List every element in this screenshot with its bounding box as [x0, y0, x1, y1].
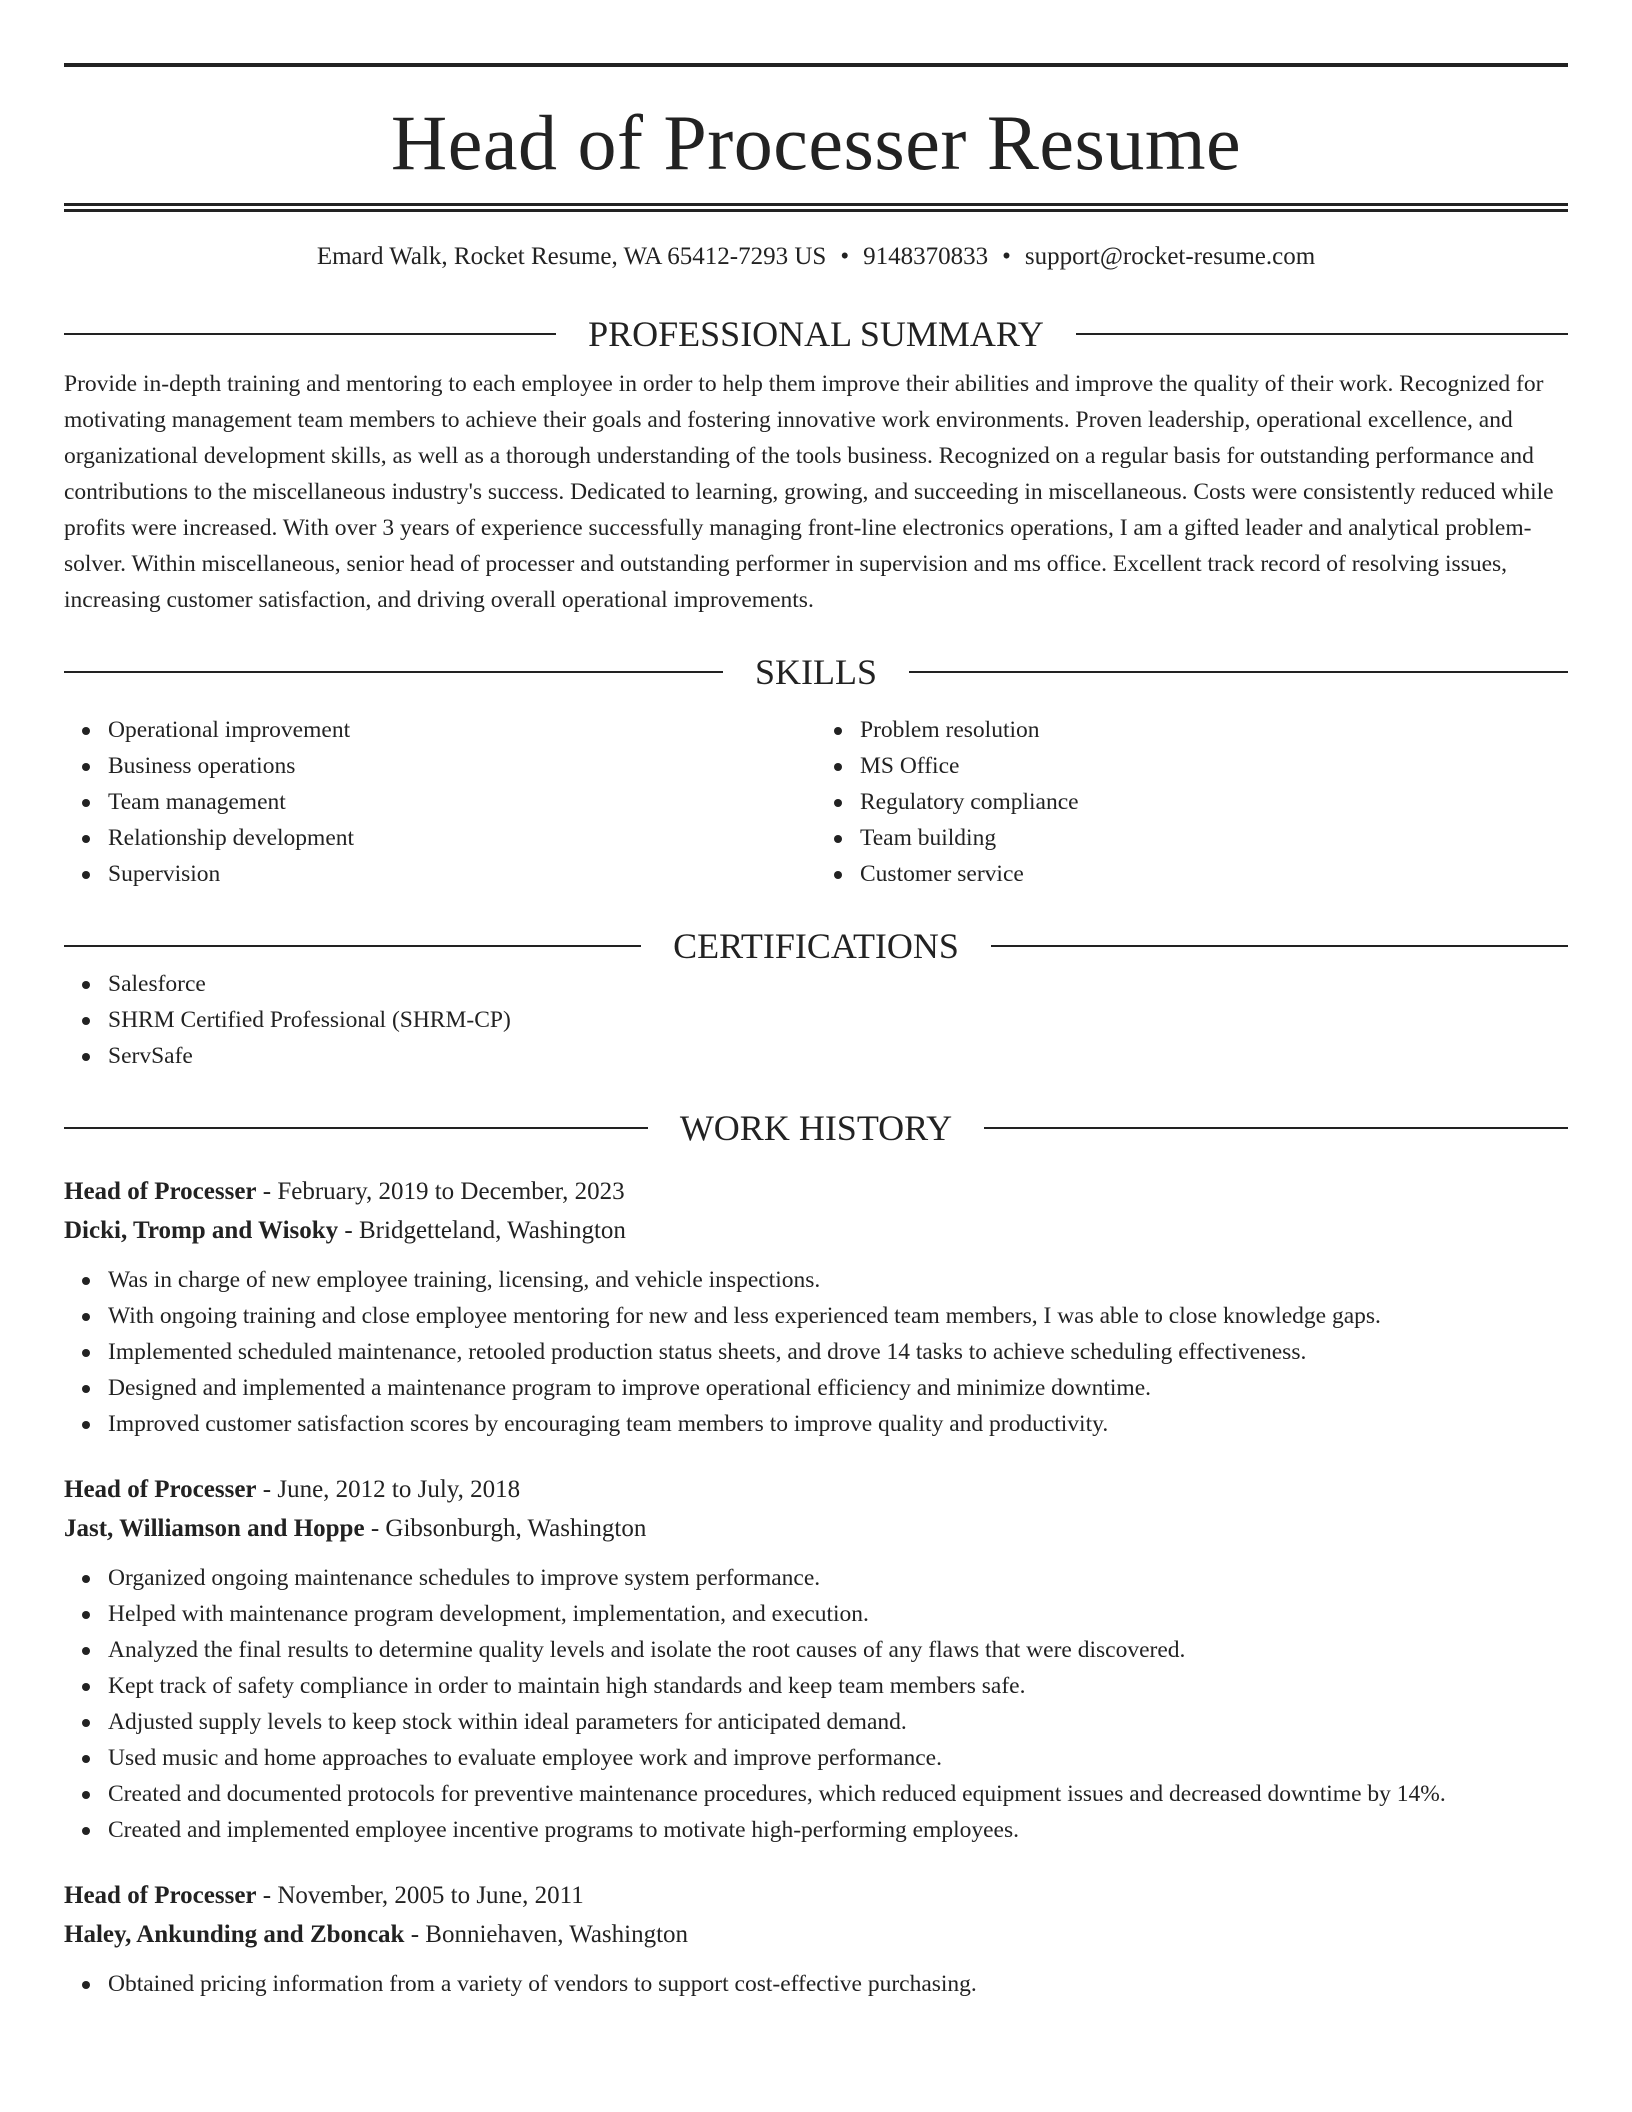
summary-heading [64, 314, 1568, 354]
skill-item: Supervision [108, 856, 816, 892]
heading-rule-left [64, 333, 556, 335]
heading-rule-left [64, 945, 641, 947]
job-entry [64, 1172, 1568, 1442]
job-bullet: Created and documented protocols for preventive maintenance procedures, which reduced equipment issues and decreased downtime by 14%. [108, 1776, 1568, 1812]
skill-item: MS Office [860, 748, 1568, 784]
work-history-heading [64, 1108, 1568, 1148]
job-title: Head of Processer [64, 1178, 257, 1205]
contact-separator: • [1002, 243, 1011, 270]
contact-line [64, 242, 1568, 272]
job-location: - Gibsonburgh, Washington [364, 1515, 647, 1542]
job-title: Head of Processer [64, 1882, 257, 1909]
job-title-line [64, 1172, 1568, 1211]
job-bullet: Implemented scheduled maintenance, retooled production status sheets, and drove 14 tasks to achieve scheduling effectiveness. [108, 1334, 1568, 1370]
skills-heading [64, 652, 1568, 692]
skill-item: Team management [108, 784, 816, 820]
summary-heading-label: PROFESSIONAL SUMMARY [588, 314, 1044, 354]
job-company-line [64, 1509, 1568, 1548]
work-history-heading-label: WORK HISTORY [679, 1108, 953, 1148]
certifications-list [64, 966, 1568, 1074]
job-location: - Bonniehaven, Washington [404, 1921, 689, 1948]
resume-page [64, 0, 1568, 2002]
job-company: Dicki, Tromp and Wisoky [64, 1217, 339, 1244]
top-rule [64, 63, 1568, 67]
skills-columns [64, 712, 1568, 892]
job-bullets [64, 1966, 1568, 2002]
skills-heading-label: SKILLS [755, 652, 878, 692]
job-dates: - November, 2005 to June, 2011 [256, 1882, 584, 1909]
job-bullet: Organized ongoing maintenance schedules to improve system performance. [108, 1560, 1568, 1596]
heading-rule-left [64, 1127, 648, 1129]
job-bullet: Was in charge of new employee training, licensing, and vehicle inspections. [108, 1262, 1568, 1298]
summary-text: Provide in-depth training and mentoring to each employee in order to help them improve their abilities and improve the quality of their work. Recognized for motivating management team members to achieve their goals and fostering innovative work environments. Proven leadership, operational excellence, and organizational development skills, as well as a thorough understanding of the tools business. Recognized on a regular basis for outstanding performance and contributions to the miscellaneous industry's success. Dedicated to learning, growing, and succeeding in miscellaneous. Costs were consistently reduced while profits were increased. With over 3 years of experience successfully managing front-line electronics operations, I am a gifted leader and analytical problem-solver. Within miscellaneous, senior head of processer and outstanding performer in supervision and ms office. Excellent track record of resolving issues, increasing customer satisfaction, and driving overall operational improvements. [64, 371, 1554, 613]
job-dates: - February, 2019 to December, 2023 [256, 1178, 625, 1205]
certification-item: SHRM Certified Professional (SHRM-CP) [108, 1002, 1568, 1038]
contact-address: Emard Walk, Rocket Resume, WA 65412-7293 US [316, 243, 827, 270]
skill-item: Relationship development [108, 820, 816, 856]
job-bullet: Helped with maintenance program development, implementation, and execution. [108, 1596, 1568, 1632]
job-bullet: Adjusted supply levels to keep stock within ideal parameters for anticipated demand. [108, 1704, 1568, 1740]
certifications-heading-label: CERTIFICATIONS [673, 926, 959, 966]
skill-item: Business operations [108, 748, 816, 784]
job-bullet: Improved customer satisfaction scores by encouraging team members to improve quality and productivity. [108, 1406, 1568, 1442]
job-title-line [64, 1876, 1568, 1915]
job-bullet: Created and implemented employee incentive programs to motivate high-performing employees. [108, 1812, 1568, 1848]
job-entry [64, 1876, 1568, 2002]
job-bullet: Used music and home approaches to evaluate employee work and improve performance. [108, 1740, 1568, 1776]
job-bullets [64, 1262, 1568, 1442]
skill-item: Customer service [860, 856, 1568, 892]
job-bullet: Designed and implemented a maintenance program to improve operational efficiency and minimize downtime. [108, 1370, 1568, 1406]
skill-item: Regulatory compliance [860, 784, 1568, 820]
certification-item: ServSafe [108, 1038, 1568, 1074]
job-title-line [64, 1470, 1568, 1509]
job-bullet: With ongoing training and close employee mentoring for new and less experienced team members, I was able to close knowledge gaps. [108, 1298, 1568, 1334]
job-bullets [64, 1560, 1568, 1848]
job-dates: - June, 2012 to July, 2018 [256, 1476, 521, 1503]
contact-phone: 9148370833 [863, 243, 989, 270]
heading-rule-right [991, 945, 1568, 947]
job-company-line [64, 1211, 1568, 1250]
heading-rule-right [909, 671, 1568, 673]
skill-item: Operational improvement [108, 712, 816, 748]
job-company-line [64, 1915, 1568, 1954]
contact-email: support@rocket-resume.com [1024, 243, 1316, 270]
title-double-rule [64, 203, 1568, 212]
job-entry [64, 1470, 1568, 1848]
job-bullet: Kept track of safety compliance in order to maintain high standards and keep team members safe. [108, 1668, 1568, 1704]
certification-item: Salesforce [108, 966, 1568, 1002]
heading-rule-right [984, 1127, 1568, 1129]
page-title: Head of Processer Resume [390, 99, 1242, 186]
job-company: Jast, Williamson and Hoppe [64, 1515, 365, 1542]
skill-item: Team building [860, 820, 1568, 856]
job-bullet: Analyzed the final results to determine quality levels and isolate the root causes of any flaws that were discovered. [108, 1632, 1568, 1668]
heading-rule-right [1076, 333, 1568, 335]
skills-list-right [816, 712, 1568, 892]
contact-separator: • [840, 243, 850, 270]
skills-list-left [64, 712, 816, 892]
job-company: Haley, Ankunding and Zboncak [64, 1921, 405, 1948]
job-bullet: Obtained pricing information from a variety of vendors to support cost-effective purchasing. [108, 1966, 1568, 2002]
heading-rule-left [64, 671, 723, 673]
job-title: Head of Processer [64, 1476, 257, 1503]
job-location: - Bridgetteland, Washington [338, 1217, 626, 1244]
certifications-heading [64, 926, 1568, 966]
skill-item: Problem resolution [860, 712, 1568, 748]
